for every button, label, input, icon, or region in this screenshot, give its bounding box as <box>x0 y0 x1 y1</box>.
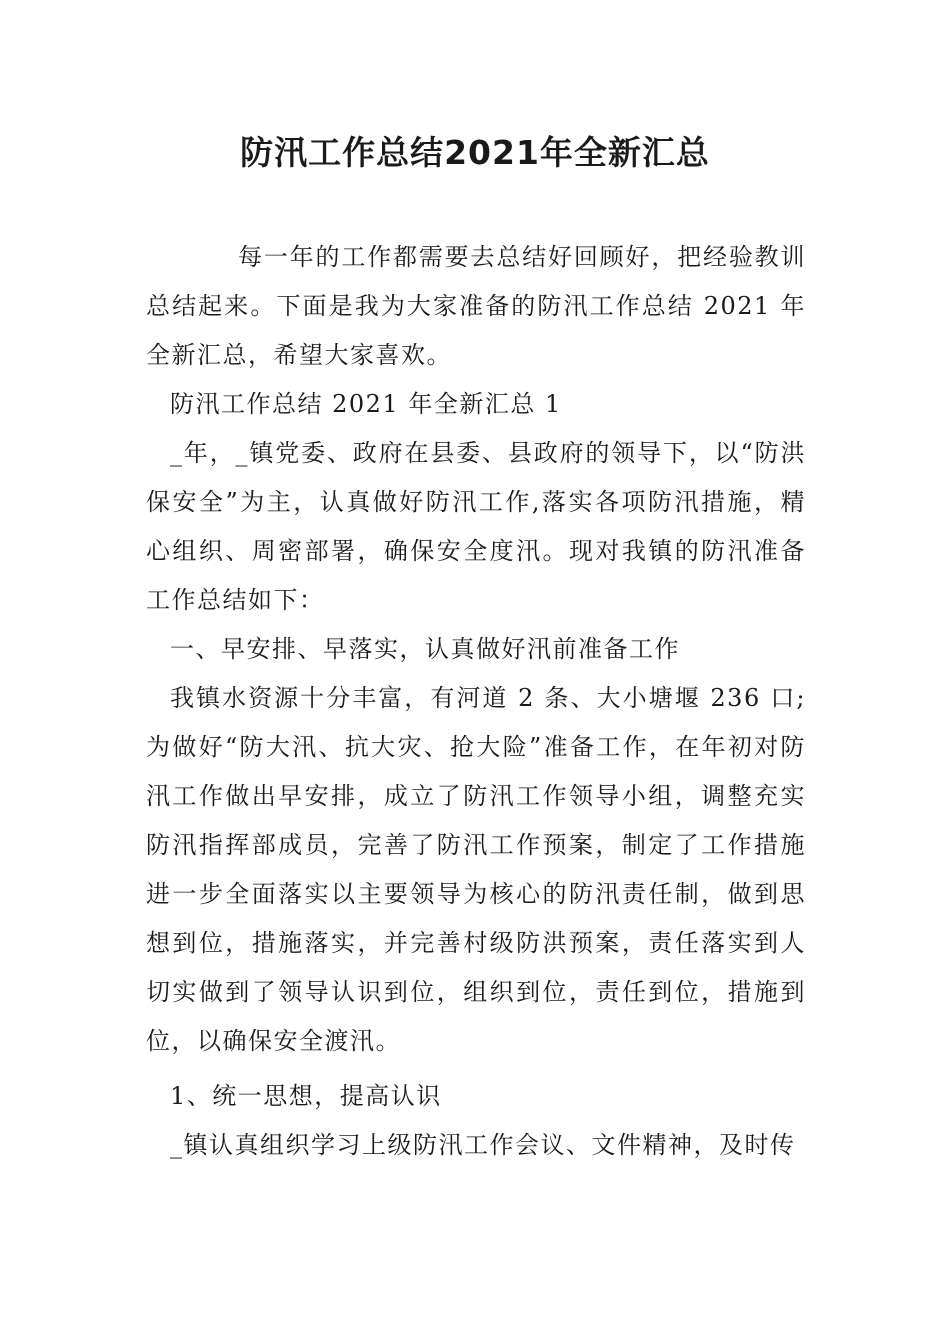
document-title: 防汛工作总结2021年全新汇总 <box>240 133 710 172</box>
section-title-1: 防汛工作总结 2021 年全新汇总 1 <box>170 390 562 418</box>
paragraph-study: _镇认真组织学习上级防汛工作会议、文件精神，及时传 <box>170 1131 796 1159</box>
document-body <box>146 233 806 1170</box>
section-heading-early-arrangement: 一、早安排、早落实，认真做好汛前准备工作 <box>170 635 680 663</box>
paragraph-overview: _年，_镇党委、政府在县委、县政府的领导下，以“防洪保安全”为主，认真做好防汛工作,落实各项防汛措施，精心组织、周密部署，确保安全度汛。现对我镇的防汛准备工作总结如下： <box>146 439 806 614</box>
intro-paragraph: 每一年的工作都需要去总结好回顾好，把经验教训总结起来。下面是我为大家准备的防汛工作总结 2021 年全新汇总，希望大家喜欢。 <box>146 243 806 369</box>
subheading-unify-thinking: 1、统一思想，提高认识 <box>170 1082 442 1110</box>
paragraph-water-resources: 我镇水资源十分丰富，有河道 2 条、大小塘堰 236 口;为做好“防大汛、抗大灾、抢大险”准备工作，在年初对防汛工作做出早安排，成立了防汛工作领导小组，调整充实防汛指挥部成员，完善了防汛工作预案，制定了工作措施进一步全面落实以主要领导为核心的防汛责任制，做到思想到位，措施落实，并完善村级防洪预案，责任落实到人切实做到了领导认识到位，组织到位，责任到位，措施到位，以确保安全渡汛。 <box>146 684 806 1055</box>
